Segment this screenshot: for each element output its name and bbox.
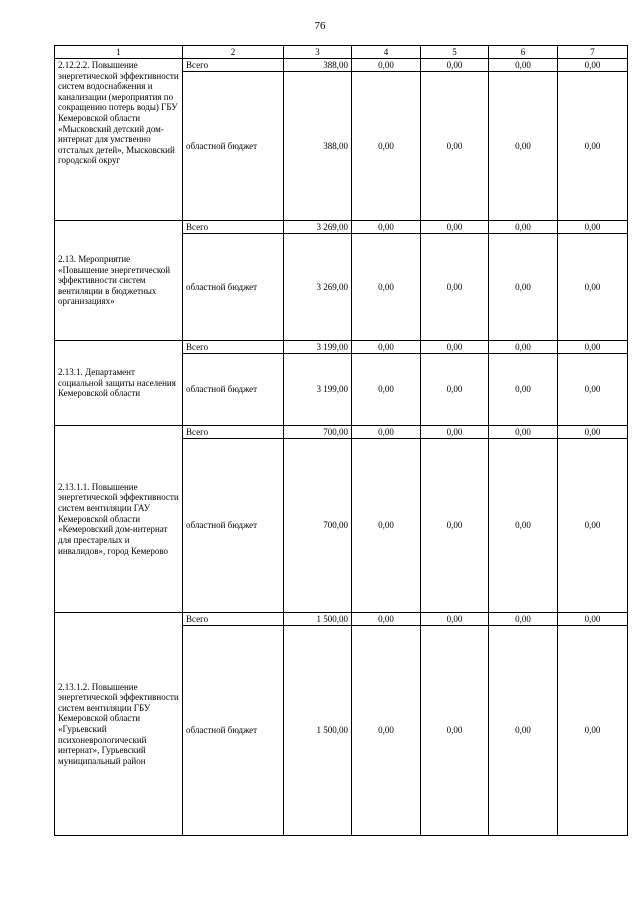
amount-cell: 0,00 — [489, 234, 558, 341]
amount-cell: 0,00 — [558, 341, 628, 354]
amount-cell: 700,00 — [284, 439, 352, 613]
funding-source: Всего — [183, 221, 284, 234]
funding-source: областной бюджет — [183, 439, 284, 613]
amount-cell: 0,00 — [558, 613, 628, 626]
budget-table — [54, 45, 628, 836]
funding-source: Всего — [183, 613, 284, 626]
amount-cell: 0,00 — [558, 221, 628, 234]
amount-cell: 1 500,00 — [284, 626, 352, 836]
amount-cell: 0,00 — [489, 341, 558, 354]
table-row-total — [55, 426, 628, 439]
amount-cell: 0,00 — [558, 354, 628, 426]
amount-cell: 0,00 — [421, 439, 489, 613]
amount-cell: 0,00 — [558, 439, 628, 613]
amount-cell: 0,00 — [352, 439, 421, 613]
amount-cell: 0,00 — [489, 439, 558, 613]
amount-cell: 0,00 — [558, 72, 628, 221]
amount-cell: 0,00 — [421, 613, 489, 626]
amount-cell: 0,00 — [558, 626, 628, 836]
amount-cell: 3 199,00 — [284, 354, 352, 426]
amount-cell: 0,00 — [558, 59, 628, 72]
amount-cell: 0,00 — [489, 426, 558, 439]
amount-cell: 3 269,00 — [284, 221, 352, 234]
table-row-total — [55, 221, 628, 234]
amount-cell: 0,00 — [352, 234, 421, 341]
funding-source: Всего — [183, 59, 284, 72]
amount-cell: 388,00 — [284, 59, 352, 72]
amount-cell: 3 199,00 — [284, 341, 352, 354]
amount-cell: 0,00 — [489, 354, 558, 426]
amount-cell: 0,00 — [489, 613, 558, 626]
measure-description: 2.13. Мероприятие «Повышение энергетической эффективности систем вентиляции в бюджетных организациях» — [55, 221, 183, 341]
amount-cell: 0,00 — [489, 221, 558, 234]
measure-description: 2.13.1.2. Повышение энергетической эффективности систем вентиляции ГБУ Кемеровской области «Гурьевский психоневрологический интернат», Гурьевский муниципальный район — [55, 613, 183, 836]
amount-cell: 3 269,00 — [284, 234, 352, 341]
header-row — [55, 46, 628, 59]
header-cell: 7 — [558, 46, 628, 59]
amount-cell: 0,00 — [489, 59, 558, 72]
measure-description: 2.13.1.1. Повышение энергетической эффективности систем вентиляции ГАУ Кемеровской области «Кемеровский дом-интернат для престарелых и инвалидов», город Кемерово — [55, 426, 183, 613]
amount-cell: 0,00 — [421, 59, 489, 72]
measure-description: 2.13.1. Департамент социальной защиты населения Кемеровской области — [55, 341, 183, 426]
header-cell: 1 — [55, 46, 183, 59]
amount-cell: 0,00 — [421, 72, 489, 221]
funding-source: областной бюджет — [183, 626, 284, 836]
amount-cell: 0,00 — [489, 72, 558, 221]
amount-cell: 0,00 — [421, 221, 489, 234]
amount-cell: 0,00 — [421, 234, 489, 341]
funding-source: областной бюджет — [183, 234, 284, 341]
funding-source: областной бюджет — [183, 354, 284, 426]
amount-cell: 0,00 — [352, 341, 421, 354]
header-cell: 2 — [183, 46, 284, 59]
amount-cell: 0,00 — [352, 221, 421, 234]
page-number: 76 — [314, 20, 326, 32]
table-row-total — [55, 613, 628, 626]
header-cell: 4 — [352, 46, 421, 59]
amount-cell: 0,00 — [352, 613, 421, 626]
amount-cell: 1 500,00 — [284, 613, 352, 626]
header-cell: 6 — [489, 46, 558, 59]
amount-cell: 0,00 — [352, 72, 421, 221]
amount-cell: 700,00 — [284, 426, 352, 439]
header-cell: 5 — [421, 46, 489, 59]
amount-cell: 0,00 — [558, 234, 628, 341]
funding-source: областной бюджет — [183, 72, 284, 221]
header-cell: 3 — [284, 46, 352, 59]
amount-cell: 0,00 — [352, 59, 421, 72]
funding-source: Всего — [183, 426, 284, 439]
amount-cell: 0,00 — [489, 626, 558, 836]
measure-description: 2.12.2.2. Повышение энергетической эффективности систем водоснабжения и канализации (мероприятия по сокращению потерь воды) ГБУ Кемеровской области «Мысковский детский дом-интернат для умственно отсталых детей», Мысковский городской округ — [55, 59, 183, 221]
amount-cell: 0,00 — [558, 426, 628, 439]
amount-cell: 0,00 — [421, 426, 489, 439]
amount-cell: 0,00 — [421, 354, 489, 426]
amount-cell: 0,00 — [352, 426, 421, 439]
amount-cell: 0,00 — [421, 341, 489, 354]
funding-source: Всего — [183, 341, 284, 354]
amount-cell: 388,00 — [284, 72, 352, 221]
amount-cell: 0,00 — [352, 626, 421, 836]
table-row-total — [55, 341, 628, 354]
amount-cell: 0,00 — [352, 354, 421, 426]
table-row-total — [55, 59, 628, 72]
amount-cell: 0,00 — [421, 626, 489, 836]
